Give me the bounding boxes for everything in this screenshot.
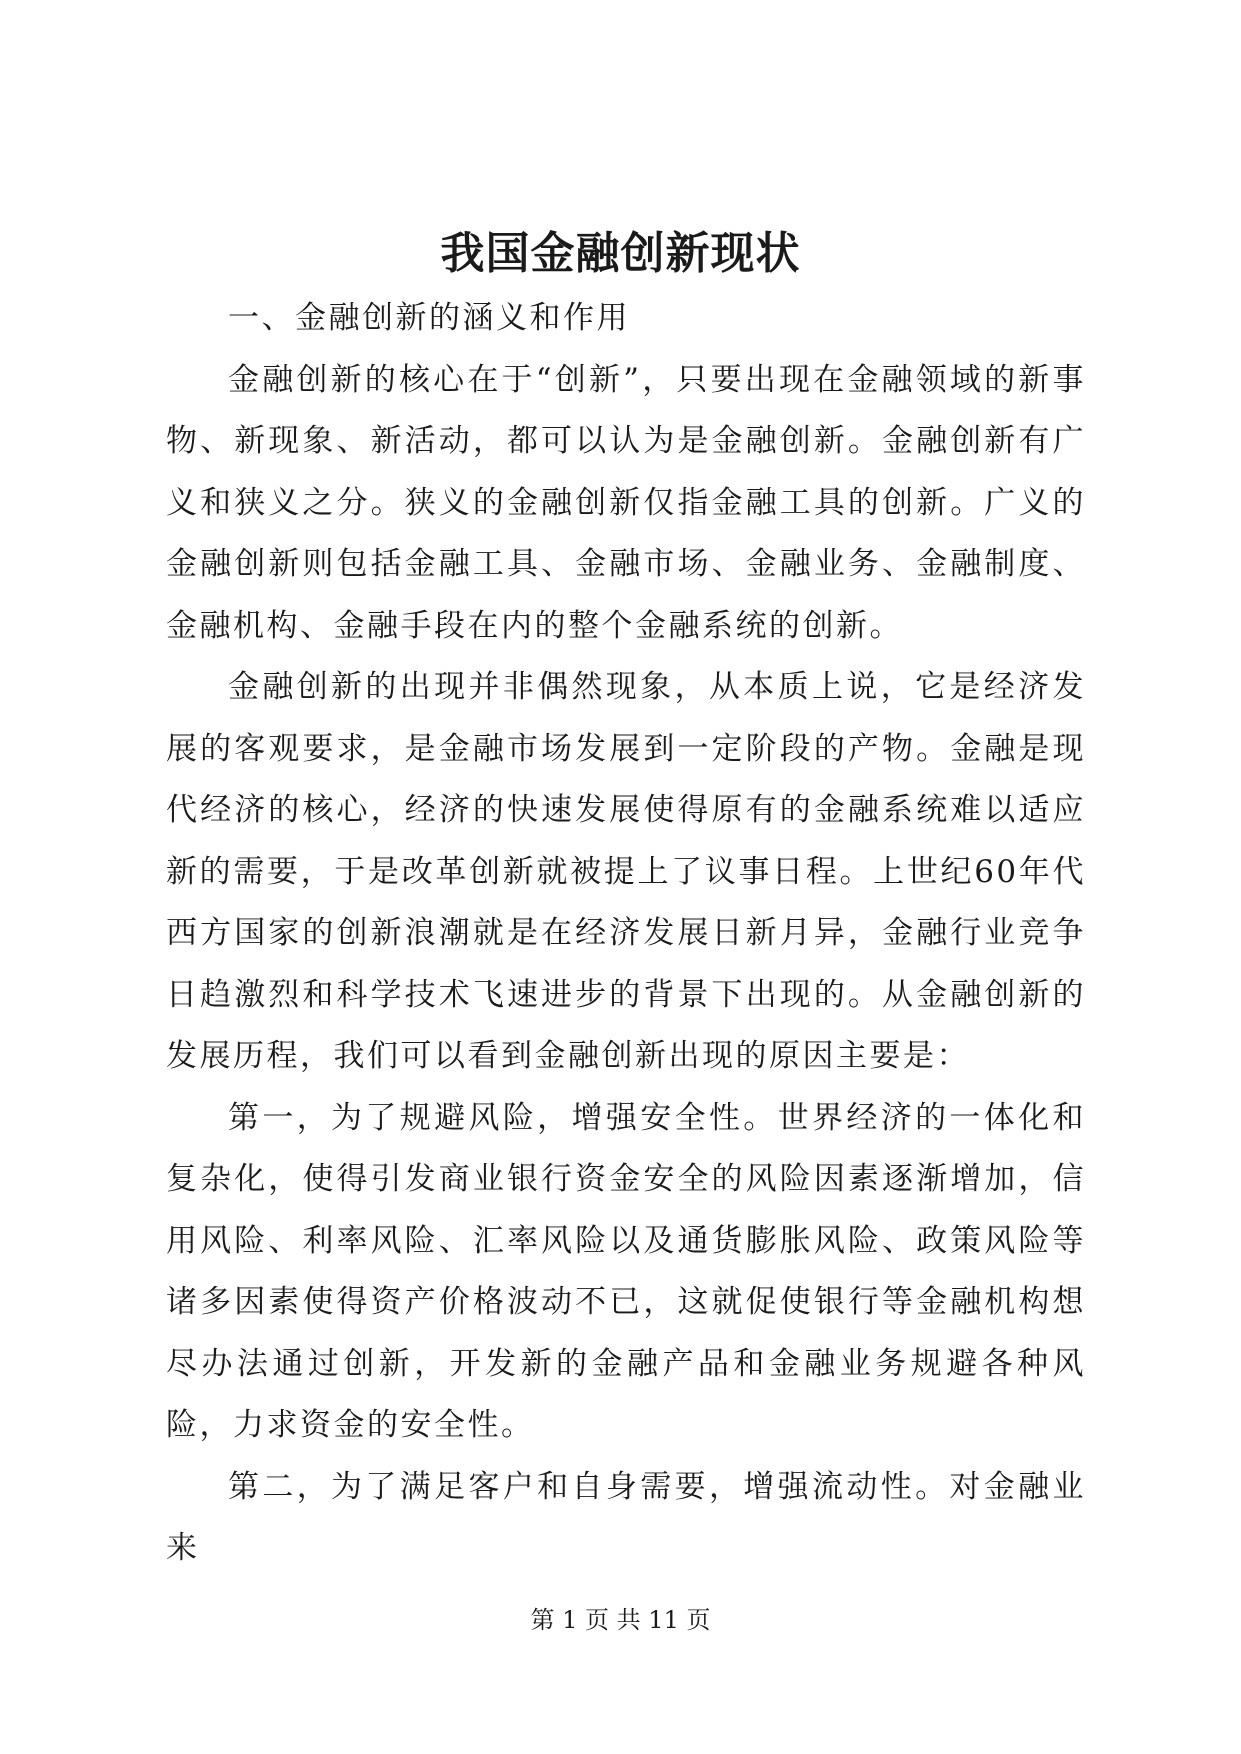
section-heading: 一、金融创新的涵义和作用: [228, 300, 630, 336]
page-number: 第 1 页 共 11 页: [530, 1606, 711, 1634]
paragraph: 第一，为了规避风险，增强安全性。世界经济的一体化和复杂化，使得引发商业银行资金安全的风险因素逐渐增加，信用风险、利率风险、汇率风险以及通货膨胀风险、政策风险等诸多因素使得资产价格波动不已，这就促使银行等金融机构想尽办法通过创新，开发新的金融产品和金融业务规避各种风险，力求资金的安全性。: [166, 1099, 1086, 1443]
paragraph: 金融创新的核心在于“创新”，只要出现在金融领域的新事物、新现象、新活动，都可以认为是金融创新。金融创新有广义和狭义之分。狭义的金融创新仅指金融工具的创新。广义的金融创新则包括金融工具、金融市场、金融业务、金融制度、金融机构、金融手段在内的整个金融系统的创新。: [166, 361, 1086, 644]
paragraph: 金融创新的出现并非偶然现象，从本质上说，它是经济发展的客观要求，是金融市场发展到一定阶段的产物。金融是现代经济的核心，经济的快速发展使得原有的金融系统难以适应新的需要，于是改革创新就被提上了议事日程。上世纪60年代西方国家的创新浪潮就是在经济发展日新月异，金融行业竞争日趋激烈和科学技术飞速进步的背景下出现的。从金融创新的发展历程，我们可以看到金融创新出现的原因主要是：: [166, 669, 1086, 1074]
page-footer: [0, 1605, 1241, 1635]
document-body: [166, 288, 1086, 1580]
paragraph: 第二，为了满足客户和自身需要，增强流动性。对金融业来: [166, 1468, 1086, 1566]
document-title: 我国金融创新现状: [440, 228, 801, 279]
